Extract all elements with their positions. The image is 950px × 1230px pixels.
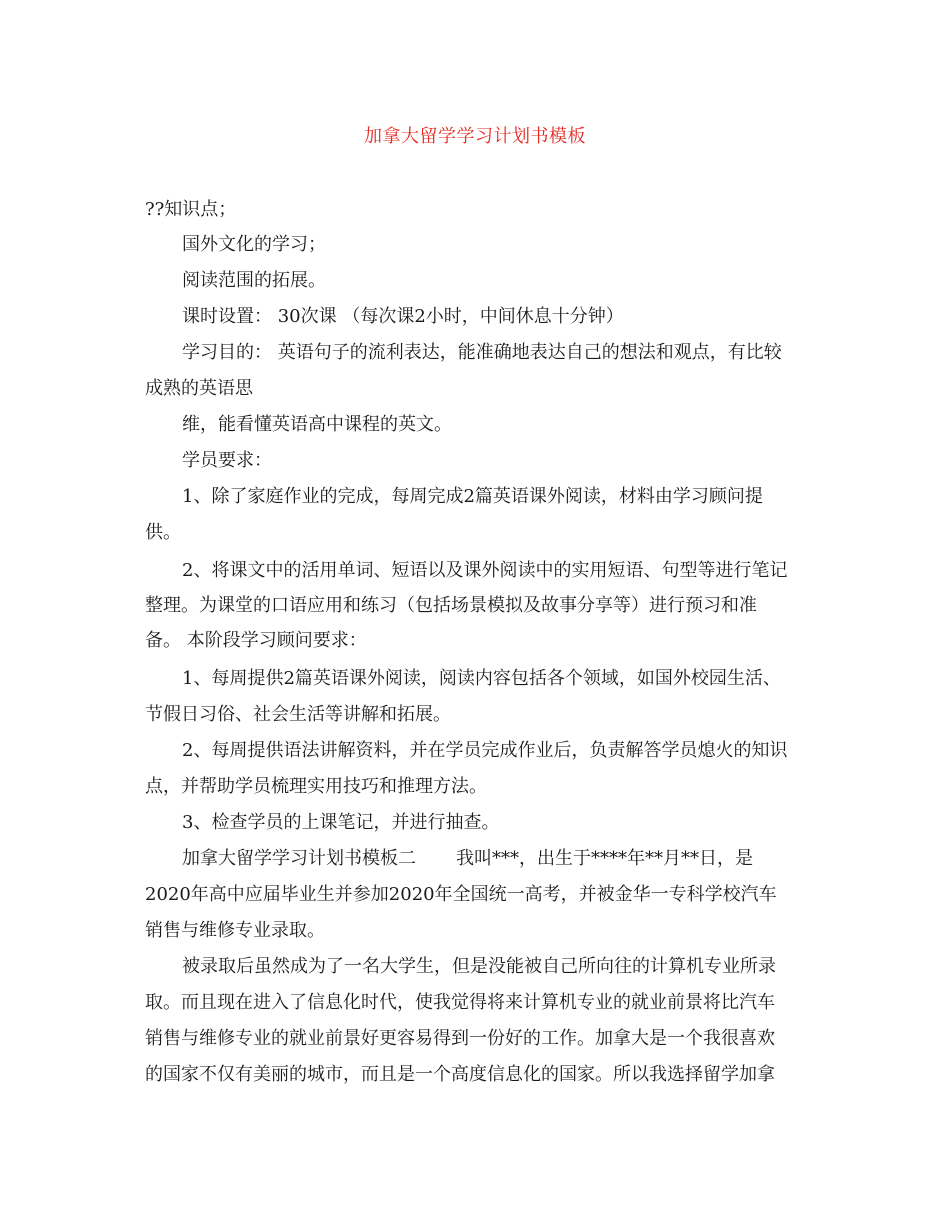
document-title: 加拿大留学学习计划书模板 [364,126,586,147]
text-line: 成熟的英语思 [145,378,253,399]
text-line: 点，并帮助学员梳理实用技巧和推理方法。 [145,776,487,797]
text-line: 节假日习俗、社会生活等讲解和拓展。 [145,704,451,725]
text-line: 1、除了家庭作业的完成，每周完成2篇英语课外阅读，材料由学习顾问提 [182,486,763,507]
text-line: 取。而且现在进入了信息化时代，使我觉得将来计算机专业的就业前景将比汽车 [145,992,775,1013]
text-line: 销售与维修专业的就业前景好更容易得到一份好的工作。加拿大是一个我很喜欢 [145,1028,775,1049]
text-line: 2、每周提供语法讲解资料，并在学员完成作业后，负责解答学员熄火的知识 [182,740,788,761]
text-line: 学习目的： 英语句子的流利表达，能准确地表达自己的想法和观点，有比较 [182,342,782,363]
text-line: 课时设置： 30次课 （每次课2小时，中间休息十分钟） [182,306,624,327]
text-line: 2、将课文中的活用单词、短语以及课外阅读中的实用短语、句型等进行笔记 [182,560,788,581]
text-line: 3、检查学员的上课笔记，并进行抽查。 [182,812,500,833]
text-line: 供。 [145,522,181,543]
text-line: 备。 本阶段学习顾问要求： [145,630,367,651]
intro-sentence: 我叫***，出生于****年**月**日，是 [456,848,753,869]
text-line: 2020年高中应届毕业生并参加2020年全国统一高考，并被金华一专科学校汽车 [145,884,777,905]
text-line: 的国家不仅有美丽的城市，而且是一个高度信息化的国家。所以我选择留学加拿 [145,1064,775,1085]
text-line: 阅读范围的拓展。 [182,270,326,291]
text-line: 国外文化的学习； [182,234,326,255]
text-line: 1、每周提供2篇英语课外阅读，阅读内容包括各个领域，如国外校园生活、 [182,668,781,689]
text-line: 整理。为课堂的口语应用和练习（包括场景模拟及故事分享等）进行预习和准 [145,595,757,616]
section-heading-two: 加拿大留学学习计划书模板二 [182,848,416,869]
text-line: 被录取后虽然成为了一名大学生，但是没能被自己所向往的计算机专业所录 [182,956,776,977]
text-line: ??知识点； [145,199,237,220]
text-line: 销售与维修专业录取。 [145,920,325,941]
text-line [182,847,753,871]
text-line: 学员要求： [182,450,272,471]
text-line: 维，能看懂英语高中课程的英文。 [182,414,452,435]
